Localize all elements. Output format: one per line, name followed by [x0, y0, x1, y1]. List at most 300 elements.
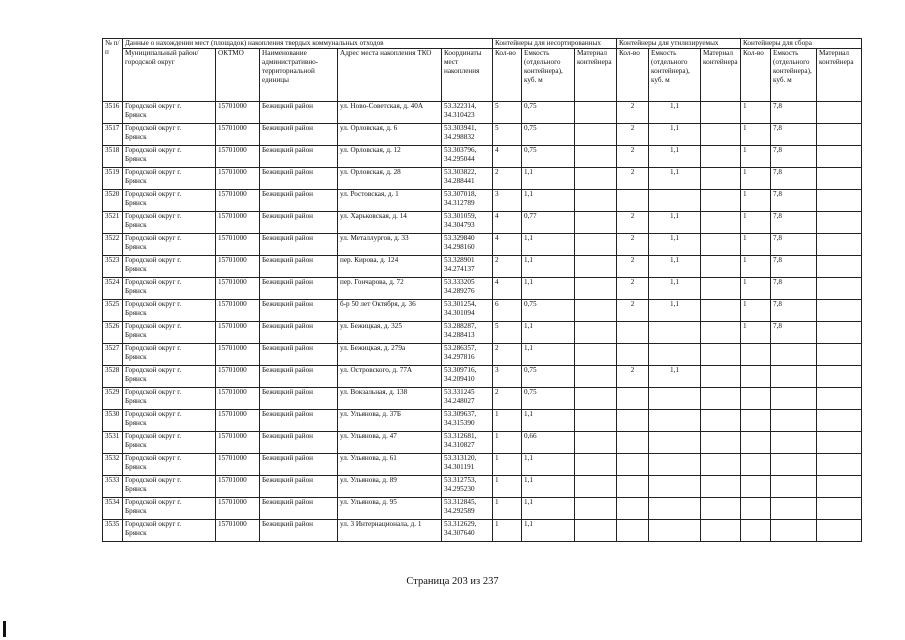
cell-address: ул. Харьковская, д. 14 [338, 212, 442, 234]
cell-municipality-line: Брянск [125, 309, 147, 317]
cell-material-collect [817, 146, 862, 168]
cell-coordinates [442, 124, 493, 146]
cell-qty-unsorted: 1 [493, 454, 522, 476]
cell-municipality-line: Городской округ г. [125, 388, 182, 396]
cell-address: б-р 50 лет Октября, д. 36 [338, 300, 442, 322]
cell-municipality [123, 366, 216, 388]
cell-coordinates-line: 34.301094 [444, 309, 475, 317]
cell-qty-recycled [617, 388, 649, 410]
cell-material-collect [817, 344, 862, 366]
cell-coordinates-line: 53.301059, [444, 212, 477, 220]
cell-material-unsorted [575, 454, 617, 476]
cell-qty-recycled: 2 [617, 212, 649, 234]
cell-municipality-line: Городской округ г. [125, 168, 182, 176]
cell-municipality-line: Брянск [125, 287, 147, 295]
cell-capacity-recycled [649, 432, 701, 454]
cell-capacity-unsorted: 1,1 [522, 190, 575, 212]
cell-capacity-collect: 7,8 [771, 102, 817, 124]
cell-oktmo: 15701000 [216, 366, 260, 388]
cell-coordinates [442, 300, 493, 322]
cell-material-recycled [701, 366, 741, 388]
header-material-collect: Материал контейнера [817, 49, 862, 102]
cell-material-collect [817, 476, 862, 498]
cell-address: ул. Ульянова, д. 47 [338, 432, 442, 454]
table-row [103, 344, 862, 366]
cell-qty-unsorted: 5 [493, 102, 522, 124]
cell-material-recycled [701, 278, 741, 300]
cell-address: ул. Бежицкая, д. 325 [338, 322, 442, 344]
cell-material-recycled [701, 234, 741, 256]
header-unsorted-group: Контейнеры для несортированных [493, 39, 617, 49]
cell-address: ул. Ульянова, д. 37Б [338, 410, 442, 432]
cell-material-recycled [701, 102, 741, 124]
cell-coordinates [442, 168, 493, 190]
cell-coordinates [442, 256, 493, 278]
cell-coordinates-line: 34.295230 [444, 485, 475, 493]
cell-qty-recycled: 2 [617, 146, 649, 168]
cell-row-number: 3532 [103, 454, 123, 476]
cell-admin-unit: Бежицкий район [260, 366, 338, 388]
cell-capacity-recycled [649, 520, 701, 542]
cell-capacity-unsorted: 1,1 [522, 168, 575, 190]
cell-municipality [123, 278, 216, 300]
cell-material-collect [817, 256, 862, 278]
cell-qty-collect: 1 [741, 190, 771, 212]
cell-coordinates-line: 34.274137 [444, 265, 475, 273]
cell-material-unsorted [575, 278, 617, 300]
cell-capacity-recycled: 1,1 [649, 212, 701, 234]
header-qty-recycled: Кол-во [617, 49, 649, 102]
header-material-recycled: Материал контейнера [701, 49, 741, 102]
cell-municipality-line: Брянск [125, 133, 147, 141]
cell-admin-unit: Бежицкий район [260, 432, 338, 454]
cell-address: ул. Ульянова, д. 89 [338, 476, 442, 498]
cell-row-number: 3527 [103, 344, 123, 366]
cell-oktmo: 15701000 [216, 520, 260, 542]
cell-coordinates-line: 53.328901 [444, 256, 475, 264]
table-row [103, 168, 862, 190]
table-row [103, 322, 862, 344]
cell-row-number: 3522 [103, 234, 123, 256]
cell-admin-unit: Бежицкий район [260, 168, 338, 190]
cell-material-collect [817, 454, 862, 476]
scan-margin-mark [3, 621, 6, 637]
cell-municipality-line: Городской округ г. [125, 476, 182, 484]
cell-capacity-collect [771, 454, 817, 476]
cell-material-recycled [701, 410, 741, 432]
cell-row-number: 3530 [103, 410, 123, 432]
cell-material-collect [817, 366, 862, 388]
cell-capacity-recycled [649, 190, 701, 212]
cell-coordinates-line: 53.312845, [444, 498, 477, 506]
table-row [103, 366, 862, 388]
cell-oktmo: 15701000 [216, 190, 260, 212]
cell-capacity-collect [771, 410, 817, 432]
cell-capacity-collect: 7,8 [771, 322, 817, 344]
cell-oktmo: 15701000 [216, 498, 260, 520]
cell-material-unsorted [575, 190, 617, 212]
cell-oktmo: 15701000 [216, 124, 260, 146]
cell-municipality-line: Брянск [125, 331, 147, 339]
cell-municipality-line: Городской округ г. [125, 256, 182, 264]
cell-qty-unsorted: 1 [493, 498, 522, 520]
cell-material-recycled [701, 520, 741, 542]
cell-municipality-line: Брянск [125, 529, 147, 537]
cell-admin-unit: Бежицкий район [260, 454, 338, 476]
cell-admin-unit: Бежицкий район [260, 124, 338, 146]
cell-oktmo: 15701000 [216, 278, 260, 300]
cell-coordinates [442, 498, 493, 520]
cell-material-collect [817, 388, 862, 410]
cell-admin-unit: Бежицкий район [260, 322, 338, 344]
cell-oktmo: 15701000 [216, 410, 260, 432]
cell-admin-unit: Бежицкий район [260, 344, 338, 366]
cell-qty-recycled: 2 [617, 234, 649, 256]
cell-material-collect [817, 410, 862, 432]
cell-municipality-line: Городской округ г. [125, 146, 182, 154]
table-row [103, 300, 862, 322]
cell-coordinates-line: 34.315390 [444, 419, 475, 427]
cell-municipality-line: Брянск [125, 397, 147, 405]
cell-qty-unsorted: 3 [493, 366, 522, 388]
cell-capacity-recycled [649, 410, 701, 432]
cell-address: ул. Ульянова, д. 95 [338, 498, 442, 520]
cell-capacity-recycled: 1,1 [649, 300, 701, 322]
cell-oktmo: 15701000 [216, 322, 260, 344]
table-row [103, 190, 862, 212]
cell-qty-unsorted: 2 [493, 344, 522, 366]
cell-material-collect [817, 432, 862, 454]
header-municipality: Муниципальный район/городской округ [123, 49, 216, 102]
cell-capacity-unsorted: 1,1 [522, 256, 575, 278]
cell-coordinates [442, 366, 493, 388]
cell-capacity-unsorted: 0,77 [522, 212, 575, 234]
cell-material-unsorted [575, 124, 617, 146]
cell-municipality-line: Городской округ г. [125, 102, 182, 110]
cell-capacity-recycled: 1,1 [649, 366, 701, 388]
cell-qty-unsorted: 4 [493, 146, 522, 168]
cell-coordinates-line: 53.301254, [444, 300, 477, 308]
cell-material-unsorted [575, 322, 617, 344]
cell-coordinates-line: 53.286357, [444, 344, 477, 352]
cell-qty-recycled: 2 [617, 124, 649, 146]
cell-material-recycled [701, 322, 741, 344]
cell-admin-unit: Бежицкий район [260, 300, 338, 322]
cell-municipality-line: Брянск [125, 111, 147, 119]
cell-address: ул. Ульянова, д. 61 [338, 454, 442, 476]
cell-coordinates-line: 34.298160 [444, 243, 475, 251]
cell-capacity-unsorted: 1,1 [522, 410, 575, 432]
cell-coordinates [442, 322, 493, 344]
cell-qty-collect: 1 [741, 168, 771, 190]
cell-material-recycled [701, 146, 741, 168]
cell-qty-collect [741, 366, 771, 388]
cell-municipality [123, 476, 216, 498]
cell-qty-recycled: 2 [617, 168, 649, 190]
header-row-columns [103, 49, 862, 102]
cell-qty-collect: 1 [741, 234, 771, 256]
cell-material-unsorted [575, 344, 617, 366]
cell-municipality-line: Городской округ г. [125, 124, 182, 132]
cell-material-unsorted [575, 146, 617, 168]
cell-material-unsorted [575, 432, 617, 454]
header-location-group: Данные о нахождении мест (площадок) накопления твердых коммунальных отходов [123, 39, 493, 49]
cell-address: пер. Кирова, д. 124 [338, 256, 442, 278]
cell-qty-collect: 1 [741, 300, 771, 322]
cell-material-unsorted [575, 388, 617, 410]
cell-material-unsorted [575, 476, 617, 498]
table-row [103, 146, 862, 168]
cell-material-collect [817, 322, 862, 344]
cell-material-recycled [701, 190, 741, 212]
header-oktmo: ОКТМО [216, 49, 260, 102]
cell-capacity-recycled [649, 344, 701, 366]
cell-capacity-recycled: 1,1 [649, 278, 701, 300]
cell-capacity-unsorted: 0,75 [522, 102, 575, 124]
cell-qty-unsorted: 4 [493, 234, 522, 256]
cell-coordinates-line: 34.301191 [444, 463, 475, 471]
cell-capacity-recycled [649, 388, 701, 410]
cell-coordinates-line: 34.209410 [444, 375, 475, 383]
cell-capacity-recycled: 1,1 [649, 102, 701, 124]
header-recycled-group: Контейнеры для утилизируемых [617, 39, 741, 49]
cell-material-recycled [701, 212, 741, 234]
cell-municipality-line: Городской округ г. [125, 454, 182, 462]
cell-qty-recycled [617, 322, 649, 344]
cell-coordinates [442, 278, 493, 300]
cell-municipality-line: Брянск [125, 243, 147, 251]
cell-capacity-collect: 7,8 [771, 234, 817, 256]
cell-municipality-line: Городской округ г. [125, 190, 182, 198]
cell-coordinates [442, 432, 493, 454]
cell-qty-collect [741, 344, 771, 366]
cell-municipality [123, 190, 216, 212]
cell-qty-recycled [617, 344, 649, 366]
cell-coordinates-line: 53.329840 [444, 234, 475, 242]
cell-address: ул. Ростовская, д. 1 [338, 190, 442, 212]
cell-oktmo: 15701000 [216, 168, 260, 190]
cell-material-unsorted [575, 410, 617, 432]
cell-qty-collect: 1 [741, 102, 771, 124]
cell-capacity-recycled: 1,1 [649, 146, 701, 168]
cell-row-number: 3516 [103, 102, 123, 124]
cell-oktmo: 15701000 [216, 388, 260, 410]
cell-material-recycled [701, 498, 741, 520]
cell-qty-unsorted: 4 [493, 278, 522, 300]
cell-oktmo: 15701000 [216, 234, 260, 256]
cell-municipality-line: Брянск [125, 419, 147, 427]
cell-coordinates-line: 34.288441 [444, 177, 475, 185]
cell-material-unsorted [575, 300, 617, 322]
cell-qty-recycled: 2 [617, 366, 649, 388]
cell-municipality-line: Городской округ г. [125, 212, 182, 220]
cell-coordinates-line: 34.248027 [444, 397, 475, 405]
cell-coordinates-line: 53.303796, [444, 146, 477, 154]
cell-capacity-unsorted: 1,1 [522, 278, 575, 300]
cell-address: пер. Гончарова, д. 72 [338, 278, 442, 300]
cell-coordinates-line: 53.331245 [444, 388, 475, 396]
cell-material-unsorted [575, 102, 617, 124]
cell-coordinates-line: 53.309637, [444, 410, 477, 418]
cell-qty-unsorted: 1 [493, 476, 522, 498]
cell-qty-collect [741, 410, 771, 432]
cell-municipality-line: Брянск [125, 353, 147, 361]
cell-qty-collect [741, 432, 771, 454]
cell-material-recycled [701, 300, 741, 322]
cell-qty-collect: 1 [741, 146, 771, 168]
cell-municipality-line: Городской округ г. [125, 410, 182, 418]
cell-material-unsorted [575, 366, 617, 388]
cell-qty-unsorted: 2 [493, 168, 522, 190]
cell-qty-collect [741, 476, 771, 498]
cell-municipality [123, 102, 216, 124]
cell-capacity-unsorted: 0,75 [522, 300, 575, 322]
header-coordinates: Координаты мест накопления [442, 49, 493, 102]
cell-material-collect [817, 520, 862, 542]
cell-municipality-line: Городской округ г. [125, 344, 182, 352]
cell-material-collect [817, 124, 862, 146]
cell-capacity-recycled: 1,1 [649, 234, 701, 256]
cell-municipality-line: Брянск [125, 199, 147, 207]
cell-capacity-unsorted: 1,1 [522, 476, 575, 498]
cell-qty-collect: 1 [741, 256, 771, 278]
cell-capacity-collect: 7,8 [771, 278, 817, 300]
table-row [103, 520, 862, 542]
cell-qty-collect: 1 [741, 322, 771, 344]
cell-row-number: 3526 [103, 322, 123, 344]
cell-coordinates-line: 53.288287, [444, 322, 477, 330]
cell-municipality-line: Городской округ г. [125, 432, 182, 440]
cell-qty-unsorted: 1 [493, 520, 522, 542]
cell-row-number: 3523 [103, 256, 123, 278]
cell-material-collect [817, 300, 862, 322]
cell-qty-collect [741, 454, 771, 476]
cell-material-recycled [701, 432, 741, 454]
cell-admin-unit: Бежицкий район [260, 102, 338, 124]
header-material-unsorted: Материал контейнера [575, 49, 617, 102]
cell-capacity-unsorted: 1,1 [522, 322, 575, 344]
cell-coordinates-line: 34.295044 [444, 155, 475, 163]
cell-municipality-line: Городской округ г. [125, 234, 182, 242]
cell-municipality [123, 234, 216, 256]
cell-capacity-collect [771, 476, 817, 498]
table-row [103, 212, 862, 234]
cell-capacity-unsorted: 0,75 [522, 124, 575, 146]
cell-qty-recycled [617, 476, 649, 498]
cell-capacity-recycled: 1,1 [649, 168, 701, 190]
cell-qty-recycled: 2 [617, 256, 649, 278]
page-number: Страница 203 из 237 [406, 576, 499, 587]
cell-qty-recycled [617, 432, 649, 454]
cell-capacity-collect: 7,8 [771, 212, 817, 234]
cell-coordinates [442, 410, 493, 432]
cell-row-number: 3531 [103, 432, 123, 454]
cell-material-collect [817, 190, 862, 212]
waste-sites-table [102, 38, 862, 542]
cell-municipality [123, 146, 216, 168]
cell-municipality [123, 168, 216, 190]
cell-capacity-recycled [649, 454, 701, 476]
cell-qty-recycled [617, 410, 649, 432]
register-sheet [102, 38, 862, 542]
cell-capacity-collect [771, 344, 817, 366]
cell-qty-unsorted: 1 [493, 410, 522, 432]
cell-coordinates-line: 34.288413 [444, 331, 475, 339]
cell-municipality-line: Брянск [125, 375, 147, 383]
cell-capacity-collect: 7,8 [771, 168, 817, 190]
cell-coordinates-line: 34.312789 [444, 199, 475, 207]
cell-material-collect [817, 102, 862, 124]
cell-address: ул. Ново-Советская, д. 40А [338, 102, 442, 124]
cell-row-number: 3520 [103, 190, 123, 212]
cell-address: ул. Орловская, д. 12 [338, 146, 442, 168]
cell-address: ул. 3 Интернационала, д. 1 [338, 520, 442, 542]
cell-coordinates-line: 53.313120, [444, 454, 477, 462]
cell-material-unsorted [575, 498, 617, 520]
cell-qty-collect [741, 388, 771, 410]
header-row-groups [103, 39, 862, 49]
cell-row-number: 3518 [103, 146, 123, 168]
cell-municipality [123, 410, 216, 432]
cell-qty-recycled [617, 190, 649, 212]
cell-qty-unsorted: 5 [493, 124, 522, 146]
cell-municipality [123, 454, 216, 476]
cell-coordinates-line: 34.310423 [444, 111, 475, 119]
header-row-number: № п/п [103, 39, 123, 102]
cell-admin-unit: Бежицкий район [260, 410, 338, 432]
cell-coordinates-line: 53.303941, [444, 124, 477, 132]
cell-oktmo: 15701000 [216, 300, 260, 322]
cell-capacity-collect [771, 520, 817, 542]
cell-row-number: 3533 [103, 476, 123, 498]
cell-capacity-collect: 7,8 [771, 124, 817, 146]
cell-coordinates-line: 34.298832 [444, 133, 475, 141]
cell-coordinates [442, 190, 493, 212]
cell-oktmo: 15701000 [216, 146, 260, 168]
cell-address: ул. Бежицкая, д. 279а [338, 344, 442, 366]
cell-municipality-line: Городской округ г. [125, 300, 182, 308]
cell-admin-unit: Бежицкий район [260, 256, 338, 278]
cell-row-number: 3519 [103, 168, 123, 190]
cell-capacity-collect: 7,8 [771, 300, 817, 322]
cell-material-unsorted [575, 256, 617, 278]
cell-capacity-unsorted: 0,66 [522, 432, 575, 454]
cell-qty-unsorted: 5 [493, 322, 522, 344]
table-row [103, 102, 862, 124]
cell-qty-collect: 1 [741, 212, 771, 234]
cell-municipality-line: Городской округ г. [125, 366, 182, 374]
cell-admin-unit: Бежицкий район [260, 190, 338, 212]
cell-admin-unit: Бежицкий район [260, 278, 338, 300]
cell-coordinates [442, 454, 493, 476]
cell-row-number: 3524 [103, 278, 123, 300]
cell-address: ул. Островского, д. 77А [338, 366, 442, 388]
cell-capacity-recycled [649, 498, 701, 520]
cell-address: ул. Орловская, д. 28 [338, 168, 442, 190]
cell-capacity-unsorted: 1,1 [522, 520, 575, 542]
cell-capacity-collect [771, 498, 817, 520]
cell-municipality [123, 256, 216, 278]
cell-capacity-unsorted: 0,75 [522, 146, 575, 168]
cell-municipality [123, 498, 216, 520]
cell-oktmo: 15701000 [216, 344, 260, 366]
cell-row-number: 3534 [103, 498, 123, 520]
header-capacity-unsorted: Емкость (отдельного контейнера), куб. м [522, 49, 575, 102]
cell-row-number: 3525 [103, 300, 123, 322]
cell-coordinates-line: 34.307640 [444, 529, 475, 537]
cell-municipality-line: Брянск [125, 507, 147, 515]
cell-qty-unsorted: 1 [493, 432, 522, 454]
